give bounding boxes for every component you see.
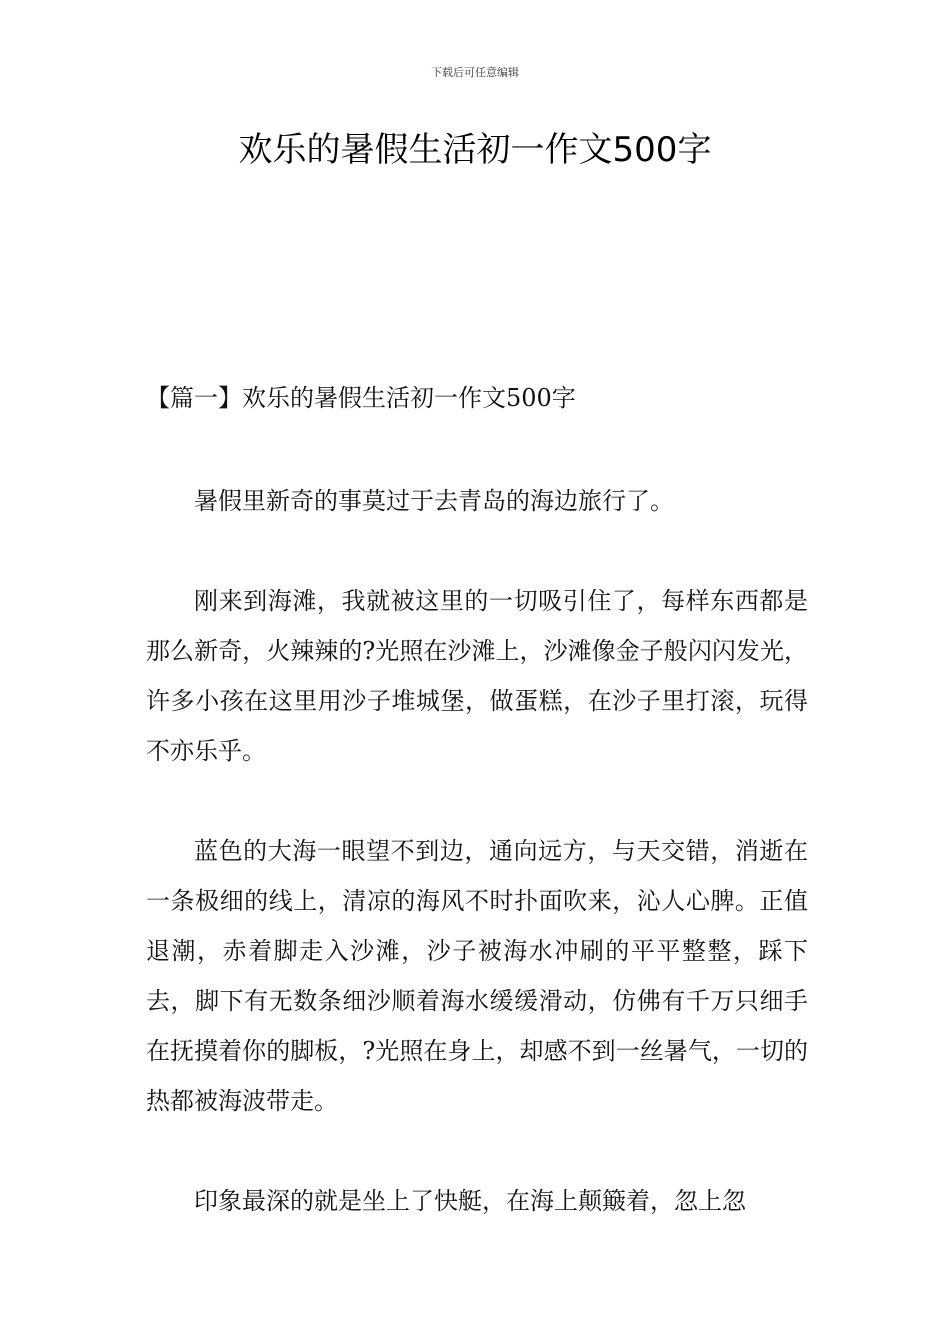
section-heading: 【篇一】欢乐的暑假生活初一作文500字 — [146, 384, 576, 412]
header-note: 下载后可任意编辑 — [431, 66, 519, 79]
paragraph-4: 印象最深的就是坐上了快艇，在海上颠簸着，忽上忽 — [194, 1187, 746, 1215]
paragraph-2: 刚来到海滩，我就被这里的一切吸引住了，每样东西都是那么新奇，火辣辣的?光照在沙滩上，沙滩像金子般闪闪发光，许多小孩在这里用沙子堆城堡，做蛋糕，在沙子里打滚，玩得不亦乐乎。 — [146, 587, 808, 765]
paragraph-1: 暑假里新奇的事莫过于去青岛的海边旅行了。 — [194, 487, 674, 515]
document-body — [146, 476, 808, 1276]
document-title: 欢乐的暑假生活初一作文500字 — [238, 130, 712, 170]
paragraph-3: 蓝色的大海一眼望不到边，通向远方，与天交错，消逝在一条极细的线上，清凉的海风不时扑面吹来，沁人心脾。正值退潮，赤着脚走入沙滩，沙子被海水冲刷的平平整整，踩下去，脚下有无数条细沙顺着海水缓缓滑动，仿佛有千万只细手在抚摸着你的脚板，?光照在身上，却感不到一丝暑气，一切的热都被海波带走。 — [146, 837, 808, 1115]
